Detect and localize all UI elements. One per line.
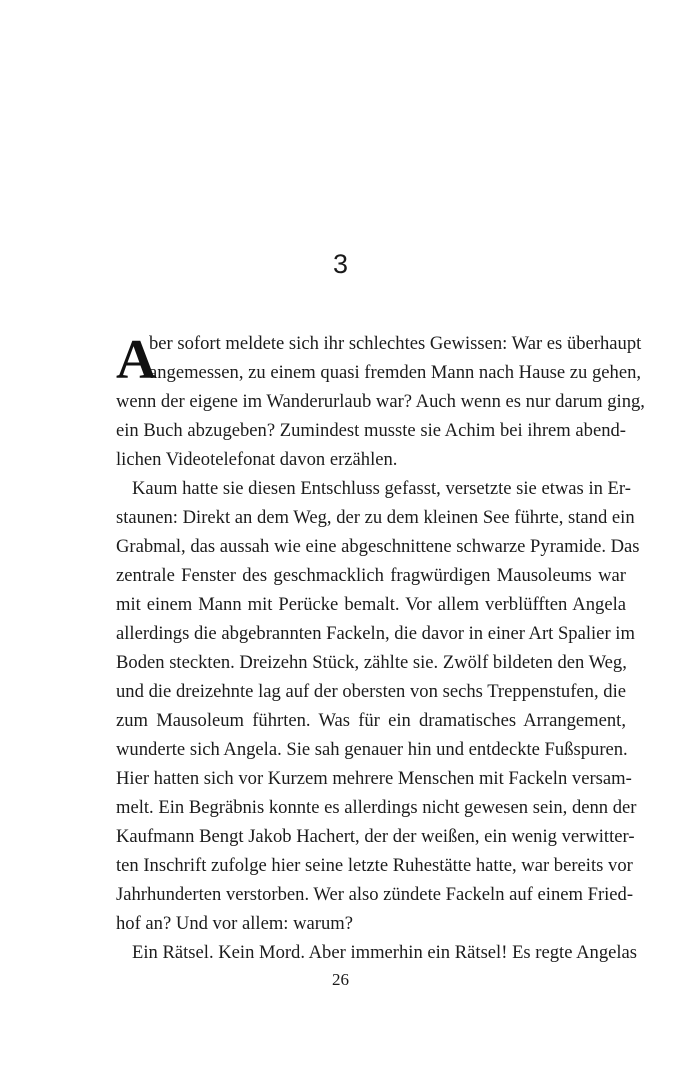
- text-line: zentrale Fenster des geschmacklich fragwürdigen Mausoleums war: [116, 565, 626, 586]
- text-line: und die dreizehnte lag auf der obersten von sechs Treppenstufen, die: [116, 681, 626, 702]
- text-line: lichen Videotelefonat davon erzählen.: [116, 449, 398, 470]
- text-line: angemessen, zu einem quasi fremden Mann nach Hause zu gehen,: [149, 362, 642, 383]
- chapter-number: 3: [332, 249, 349, 279]
- text-line: melt. Ein Begräbnis konnte es allerdings nicht gewesen sein, denn der: [116, 797, 637, 818]
- text-line: Ein Rätsel. Kein Mord. Aber immerhin ein Rätsel! Es regte Angelas: [132, 942, 638, 963]
- text-line: hof an? Und vor allem: warum?: [116, 913, 353, 934]
- drop-cap: A: [116, 329, 157, 391]
- page-number: 26: [332, 970, 349, 989]
- text-line: mit einem Mann mit Perücke bemalt. Vor allem verblüfften Angela: [116, 594, 626, 615]
- text-line: ten Inschrift zufolge hier seine letzte Ruhestätte hatte, war bereits vor: [116, 855, 633, 876]
- text-line: allerdings die abgebrannten Fackeln, die davor in einer Art Spalier im: [116, 623, 635, 644]
- text-line: Kaufmann Bengt Jakob Hachert, der der weißen, ein wenig verwitter-: [116, 826, 635, 847]
- text-line: zum Mausoleum führten. Was für ein dramatisches Arrangement,: [116, 710, 626, 731]
- body-text: [116, 329, 645, 967]
- text-line: Hier hatten sich vor Kurzem mehrere Menschen mit Fackeln versam-: [116, 768, 632, 789]
- text-line: ein Buch abzugeben? Zumindest musste sie Achim bei ihrem abend-: [116, 420, 626, 441]
- text-line: Jahrhunderten verstorben. Wer also zündete Fackeln auf einem Fried-: [116, 884, 634, 905]
- text-line: Boden steckten. Dreizehn Stück, zählte sie. Zwölf bildeten den Weg,: [116, 652, 627, 673]
- text-line: wenn der eigene im Wanderurlaub war? Auch wenn es nur darum ging,: [116, 391, 645, 412]
- text-line: Kaum hatte sie diesen Entschluss gefasst, versetzte sie etwas in Er-: [132, 478, 631, 499]
- text-line: Grabmal, das aussah wie eine abgeschnittene schwarze Pyramide. Das: [116, 536, 640, 557]
- text-line: staunen: Direkt an dem Weg, der zu dem kleinen See führte, stand ein: [116, 507, 635, 528]
- text-line: wunderte sich Angela. Sie sah genauer hin und entdeckte Fußspuren.: [116, 739, 628, 760]
- text-line: ber sofort meldete sich ihr schlechtes Gewissen: War es überhaupt: [149, 333, 642, 354]
